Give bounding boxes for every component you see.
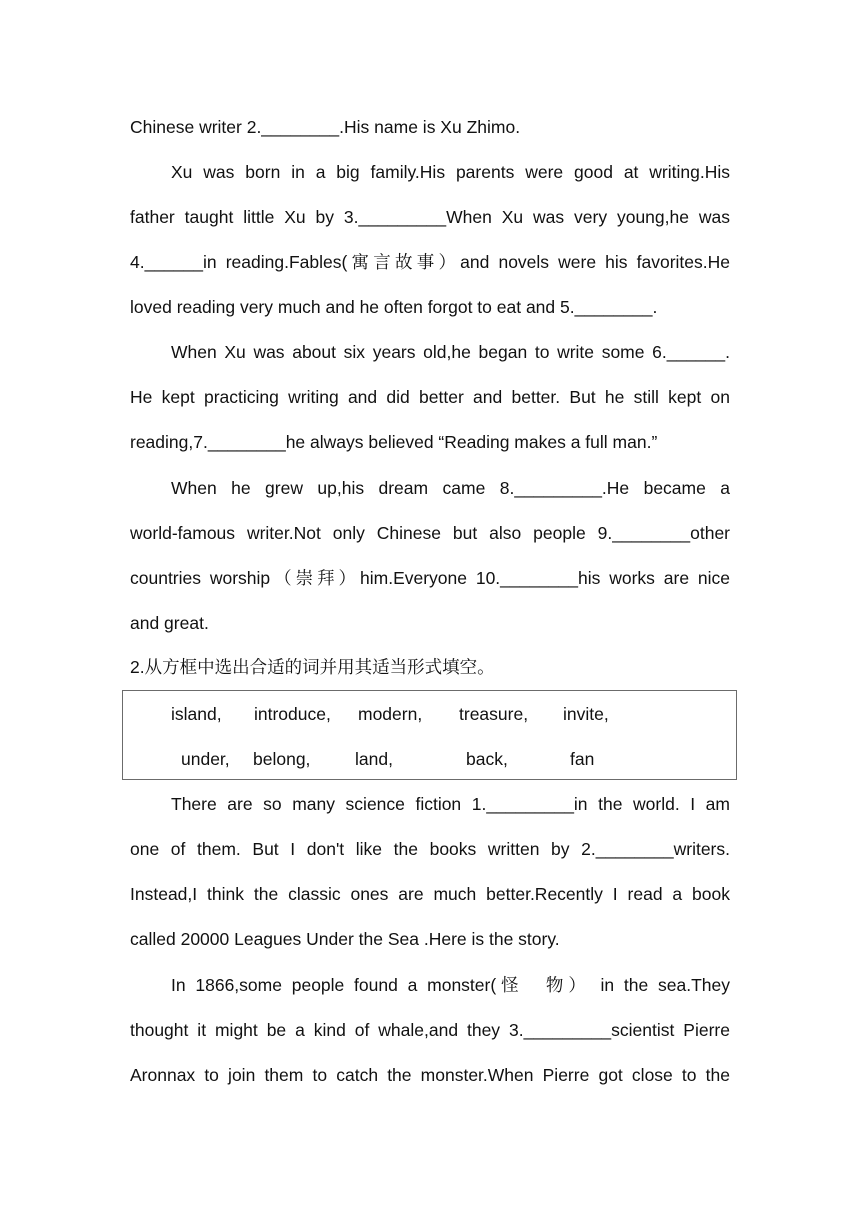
word-option: modern, [358,704,423,724]
word-box [122,690,737,780]
passage-1-line: world-famous writer.Not only Chinese but also people 9.________other [130,523,730,543]
passage-1-line: He kept practicing writing and did better and better. But he still kept on [130,387,730,407]
passage-1-line: 4.______in reading.Fables(寓言故事）and novels were his favorites.He [130,252,730,272]
word-option: belong, [253,749,311,769]
passage-2-line: called 20000 Leagues Under the Sea .Here is the story. [130,929,560,949]
passage-2-line: one of them. But I don't like the books written by 2.________writers. [130,839,730,859]
passage-1-line: Xu was born in a big family.His parents were good at writing.His [171,162,730,182]
word-option: island, [171,704,222,724]
passage-1-line: Chinese writer 2.________.His name is Xu Zhimo. [130,117,521,137]
word-option: treasure, [459,704,529,724]
passage-1-line: reading,7.________he always believed “Reading makes a full man.” [130,432,658,452]
passage-1-line: When Xu was about six years old,he began to write some 6.______. [171,342,730,362]
word-option: under, [181,749,230,769]
passage-2-line: Aronnax to join them to catch the monster.When Pierre got close to the [130,1065,730,1085]
section-2-heading: 2.从方框中选出合适的词并用其适当形式填空。 [130,657,495,677]
passage-1-line: and great. [130,613,209,633]
word-option: fan [570,749,595,769]
passage-1-line: When he grew up,his dream came 8._________.He became a [171,478,730,498]
word-option: back, [466,749,508,769]
passage-1-line: countries worship（崇拜）him.Everyone 10.________his works are nice [130,568,730,588]
passage-2-line: There are so many science fiction 1._________in the world. I am [171,794,730,814]
passage-2-line: In 1866,some people found a monster(怪 物） in the sea.They [171,975,730,995]
passage-2-line: thought it might be a kind of whale,and they 3._________scientist Pierre [130,1020,730,1040]
passage-2-line: Instead,I think the classic ones are much better.Recently I read a book [130,884,730,904]
passage-1-line: loved reading very much and he often forgot to eat and 5.________. [130,297,658,317]
word-option: introduce, [254,704,331,724]
word-option: invite, [563,704,609,724]
passage-1-line: father taught little Xu by 3._________When Xu was very young,he was [130,207,730,227]
word-option: land, [355,749,393,769]
